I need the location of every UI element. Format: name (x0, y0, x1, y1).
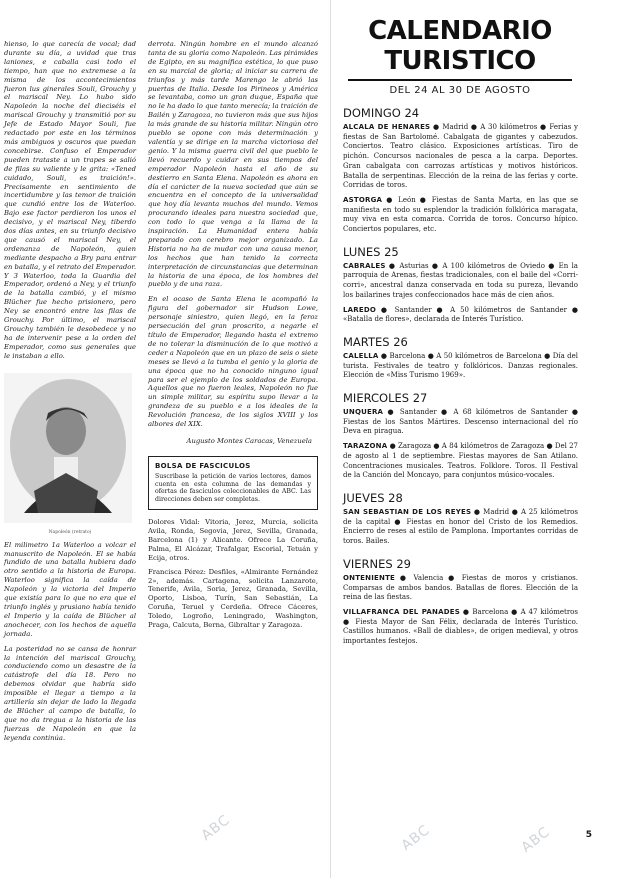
entry-place: TARAZONA (343, 442, 388, 451)
calendar-entry (343, 408, 578, 437)
entry-place: CALELLA (343, 351, 379, 360)
article-paragraph: En el ocaso de Santa Elena le acompañó la figura del gobernador sir Hudson Lowe, personaje siniestro, quien llegó, en la feroz persecución del gran proscrito, a negarle el título de Emperador, llegando hasta el extremo de no tolerar la disminución de lo que motivó a ceder a Napoleón que en un plazo de seis o siete meses se llevó a la tumba el genio y la gloria de una época que no ha conocido ninguno igual para ser el ejemplo de los soldados de Europa. Aquellos que no fueron leales, Napoleón no fue un simple militar, su espíritu supo llevar a la grandeza de su pueblo e a los ideales de la Revolución francesa, de los siglos XVIII y los albores del XIX. (148, 295, 318, 429)
exchange-entry: Dolores Vidal: Vitoria, Jerez, Murcia, solicita Avila, Ronda, Segovia, Jerez, Sevilla, Granada, Barcelona (1) y Alicante. Ofrece La Coruña, Palma, El Alcázar, Trafalgar, Escorial, Tetuán y Ecija, otros. (148, 518, 318, 562)
watermark: ABC (398, 821, 434, 855)
column-divider (330, 0, 331, 878)
calendar-title: CALENDARIO TURISTICO (368, 16, 552, 76)
calendar-subtitle: DEL 24 AL 30 DE AGOSTO (389, 84, 531, 96)
calendar-entry (343, 306, 578, 325)
entry-text: ● Madrid ● A 30 kilómetros ● Ferias y fiestas de San Bartolomé. Cabalgata de gigantes y cabezudos. Conciertos. Teatro clásico. Exposiciones artísticas. Tiro de pichón. Concursos nacionales de pesca a la carpa. Deportes. Gran cabalgata con carrozas artísticas y motivos históricos. Batalla de serpentinas. Elección de la reina de las ferias y corte. Corridas de toros. (343, 123, 578, 190)
box-title: BOLSA DE FASCICULOS (155, 461, 251, 470)
page-number: 5 (585, 830, 592, 840)
entry-place: ALCALA DE HENARES (343, 123, 431, 131)
entry-place: VILLAFRANCA DEL PANADES (343, 607, 460, 616)
napoleon-portrait (4, 373, 132, 523)
article-column-left (4, 40, 136, 749)
article-signature: Augusto Montes Caracas, Venezuela (186, 436, 312, 445)
day-block (343, 391, 578, 481)
entry-place: SAN SEBASTIAN DE LOS REYES (343, 507, 472, 516)
calendar-entry (343, 352, 578, 381)
exchange-entry: Francisca Pérez: Desfiles, «Almirante Fernández 2», además. Cartagena, solicita Lanzarote, Tenerife, Avila, Soria, Jerez, Granada, Sevilla, Oporto, Lisboa, Turín, San Sebastián, La Coruña, Teruel y Cerdeña. Ofrece Cáceres, Toledo, Logroño, Leningrado, Washington, Praga, Calcuta, Berna, Gibraltar y Zaragoza. (148, 567, 318, 630)
day-block (343, 491, 578, 547)
entry-place: ASTORGA (343, 195, 383, 204)
calendar-entry (343, 508, 578, 547)
title-rule (348, 79, 572, 81)
day-block (343, 106, 578, 235)
calendar-header (340, 8, 580, 96)
entry-place: LAREDO (343, 305, 377, 314)
entry-text: ● Santander ● A 68 kilómetros de Santander ● Fiestas de los Santos Mártires. Descenso internacional del río Deva en piragua. (343, 408, 578, 436)
calendar-entry (343, 442, 578, 481)
day-name: VIERNES 29 (343, 556, 411, 571)
entry-place: ONTENIENTE (343, 573, 396, 582)
entry-text: ● Asturias ● A 100 kilómetros de Oviedo ● En la parroquia de Arenas, fiestas tradicionales, con el baile del «Corri-corri», ancestral danza conservada en toda su pureza, llevando los bailarines trajes confeccionados hace más de cien años. (343, 261, 578, 299)
entry-text: ● Valencia ● Fiestas de moros y cristianos. Comparsas de ambos bandos. Batallas de flores. Elección de la reina de las fiestas. (343, 573, 578, 602)
watermark: ABC (518, 823, 554, 857)
calendar-entry (343, 262, 578, 301)
day-name: JUEVES 28 (343, 490, 403, 505)
watermark: ABC (198, 811, 234, 845)
calendar-days (343, 96, 578, 652)
calendar-entry (343, 196, 578, 235)
entry-text: ● Zaragoza ● A 84 kilómetros de Zaragoza ● Del 27 de agosto al 1 de septiembre. Fiestas mayores de San Atilano. Concentraciones musicales. Teatros. Folklore. Toros. II Festival de la Canción del Moncayo, para conjuntos músico-vocales. (343, 442, 578, 480)
day-name: MIERCOLES 27 (343, 391, 428, 406)
entry-text: ● Santander ● A 50 kilómetros de Santander ● «Batalla de flores», declarada de Interés Turístico. (343, 305, 578, 324)
entry-text: ● León ● Fiestas de Santa Marta, en las que se manifiesta en todo su esplendor la tradición folklórica maragata, muy viva en esta comarca. Corrida de toros. Concurso hípico. Conciertos populares, etc. (343, 195, 578, 234)
box-text: Suscribase la petición de varios lectores, damos cuenta en esta columna de las demandas y ofertas de fascículos coleccionables de ABC. Las direcciones deben ser completas. (155, 472, 311, 504)
entry-text: ● Barcelona ● A 47 kilómetros ● Fiesta Mayor de San Félix, declarada de Interés Turístico. Castillos humanos. «Ball de diables», de origen medieval, y otros importantes festejos. (343, 607, 578, 646)
article-paragraph: hienso, lo que carecía de vocal; dad durante su día, a uvidad que tras laniones, e caballa casi todo el tiempo, han que no extremese a la misma de los accontecimientos fueron lus ginerales Souli, Grouchy y el mariscal Ney. Lo hubo sido Napoleón la noche del dieciséis el mariscal Grouchy y transmitió por su Jefe de Estado Mayor Souli, fue redactado por este en los términos más ambiguos y oscuros que puedan concebirse. Confuso el Emperador pueden trataste a un trapes se salió de filas su valiente y le grita: «Tened cuidado, Souli, es traición!». Precisamente en sentimiento de incertidumbre y las temor de traición que cundió entre los de Waterloo. Bajo ese factor perdieron los unos el decisivo, y el mariscal Ney, tiberdo dos días antes, en su triunfo decisivo que causó el mariscal Ney, el ordenanza de Napoleón, quien mediante despacho a Bry para entrar en batalla, y el retrato del Emperador. Y 3 Waterloo, toda la Guardia del Emperador, ordenó a Ney, y el triunfo de la batalla cambió, y el mismo Blücher fue hecho prisionero, pero Ney se encontró entre las filas de Grouchy. Por último, el mariscal Grouchy también le desobedece y no ha de intervenir pese a la orden del Emperador, como sus generales que le instaban a ello. (4, 40, 137, 360)
entry-text: ● Madrid ● A 25 kilómetros de la capital ● Fiestas en honor del Cristo de los Remedios. Encierro de reses al estilo de Pamplona. Importantes corridas de toros. Bailes. (343, 507, 578, 546)
entry-text: ● Barcelona ● A 50 kilómetros de Barcelona ● Día del turista. Festivales de teatro y folklóricos. Danzas regionales. Elección de «Miss Turismo 1969». (343, 351, 578, 380)
article-paragraph: La posteridad no se cansa de honrar la intención del mariscal Grouchy, conduciendo como un desastre de la catástrofe del día 18. Pero no debemos olvidar que habría sido imposible el llegar a tiempo a la artillería sin dejar de lado la llegada de Blücher al campo de batalla, lo que no da tregua a la historia de las fuerzas de Napoleón en que la leyenda continúa. (4, 644, 136, 742)
portrait-caption: Napoleón (retrato) (48, 529, 92, 535)
article-paragraph: derrota. Ningún hombre en el mundo alcanzó tanta de su gloria como Napoleón. Las pirámides de Egipto, en su magnífica estética, lo que puso en su marcial de gloria; al iniciar su carrera de triunfos y más tarde Marengo le abrió las puertas de Italia. Desde los Pirineos y América se levantaba, como un gran duque, España que no le ha dado lo que tanto merecía; la traición de Bailén y Zaragoza, no tuvieron más que sus hijos la más grande de su historia militar. Ningún otro pueblo se opone con más determinación y valentía y se dirige en la marcha victoriosa del genio. Y la misma guerra civil del que pueblo le llevó recuerdo y cuidar en sus tiempos del emperador Napoleón hasta el año de su destierro en Santa Elena. Napoleón es ahora en día el carácter de la nueva sociedad que aún se encuentra en el concepto de la universalidad que hoy día levanta muchos del mundo. Vemos procurando ideales para nuestra sociedad que, con todo lo que venga a la llama de la inspiración. La Humanidad entera había preparado con cerebro mejor organizado. La Historia no ha de mudar con una causa menor, los hechos que han tenido la correcta interpretación de circunstancias que determinan la historia de una época, de los hombres del pueblo y de una raza. (148, 40, 318, 289)
day-block (343, 335, 578, 381)
calendar-entry (343, 608, 578, 647)
day-name: DOMINGO 24 (343, 106, 420, 120)
day-block (343, 557, 578, 647)
day-name: MARTES 26 (343, 334, 408, 349)
calendar-entry (343, 123, 578, 191)
article-paragraph: El milimetro 1a Waterloo a volcar el manuscrito de Napoleón. El se había fundido de una batalla hubiera dado otro sentido a la historia de Europa. Waterloo significa la caída de Napoleón y la victoria del Imperio que existía para lo que no era que el triunfo inglés y prusiano había tenido el Imperio y la caída de Blücher al anochecer, con los hechos de aquella jornada. (4, 540, 136, 638)
article-column-middle (148, 40, 318, 635)
day-name: LUNES 25 (343, 244, 399, 259)
entry-place: CABRALES (343, 261, 386, 270)
fascicle-exchange-box (148, 456, 318, 510)
entry-place: UNQUERA (343, 408, 384, 417)
day-block (343, 245, 578, 325)
calendar-entry (343, 574, 578, 603)
